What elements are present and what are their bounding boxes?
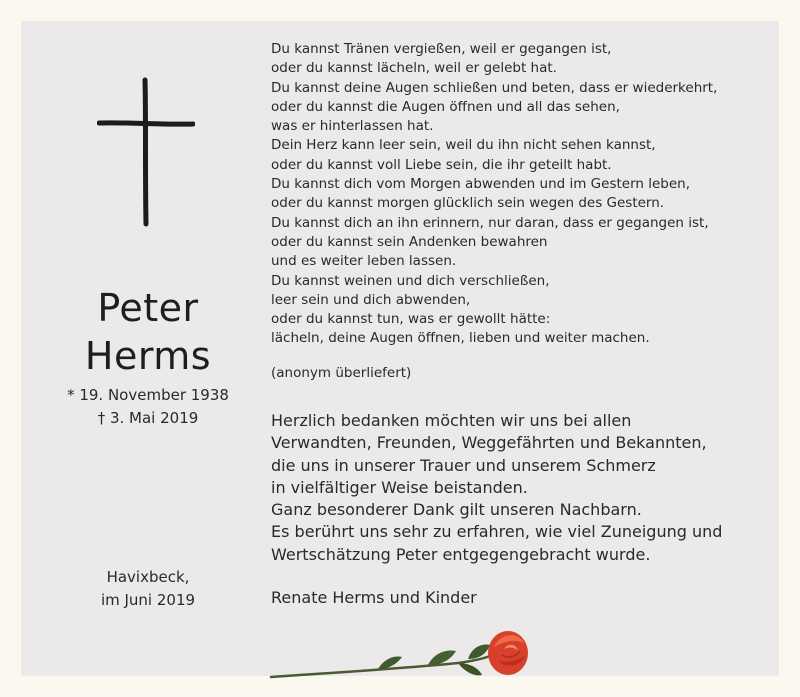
thanks-line: Wertschätzung Peter entgegengebracht wurde.	[271, 544, 651, 564]
poem-line: oder du kannst die Augen öffnen und all das sehen,	[271, 98, 620, 115]
life-dates	[46, 384, 250, 430]
poem-source: (anonym überliefert)	[271, 365, 412, 381]
cross-icon	[97, 77, 195, 227]
date: im Juni 2019	[100, 591, 196, 609]
poem-line: leer sein und dich abwenden,	[271, 291, 471, 308]
death-date: † 3. Mai 2019	[97, 409, 199, 427]
place: Havixbeck,	[106, 568, 190, 586]
poem	[271, 40, 771, 349]
signature: Renate Herms und Kinder	[271, 588, 477, 607]
place-and-date	[46, 566, 250, 612]
last-name: Herms	[84, 334, 212, 378]
poem-line: Du kannst dich an ihn erinnern, nur daran, dass er gegangen ist,	[271, 214, 709, 231]
thanks-text	[271, 410, 771, 566]
poem-line: Du kannst dich vom Morgen abwenden und im Gestern leben,	[271, 176, 691, 193]
poem-line: oder du kannst voll Liebe sein, die ihr geteilt habt.	[271, 156, 612, 173]
poem-line: lächeln, deine Augen öffnen, lieben und weiter machen.	[271, 330, 650, 347]
poem-line: oder du kannst tun, was er gewollt hätte:	[271, 311, 551, 328]
deceased-name	[46, 284, 250, 380]
poem-line: Du kannst weinen und dich verschließen,	[271, 272, 550, 289]
poem-line: Dein Herz kann leer sein, weil du ihn nicht sehen kannst,	[271, 137, 656, 154]
rose-icon	[268, 625, 538, 697]
thanks-line: Verwandten, Freunden, Weggefährten und Bekannten,	[271, 433, 707, 453]
thanks-line: Es berührt uns sehr zu erfahren, wie viel Zuneigung und	[271, 522, 723, 542]
poem-line: oder du kannst sein Andenken bewahren	[271, 233, 548, 250]
poem-line: oder du kannst lächeln, weil er gelebt hat.	[271, 60, 557, 77]
birth-date: * 19. November 1938	[67, 386, 229, 404]
poem-line: und es weiter leben lassen.	[271, 253, 457, 270]
first-name: Peter	[97, 286, 199, 330]
poem-line: oder du kannst morgen glücklich sein wegen des Gestern.	[271, 195, 665, 212]
thanks-line: Ganz besonderer Dank gilt unseren Nachbarn.	[271, 500, 642, 520]
poem-line: Du kannst deine Augen schließen und beten, dass er wiederkehrt,	[271, 79, 718, 96]
thanks-line: Herzlich bedanken möchten wir uns bei allen	[271, 411, 632, 430]
thanks-line: die uns in unserer Trauer und unserem Schmerz	[271, 455, 656, 475]
poem-line: was er hinterlassen hat.	[271, 118, 434, 135]
thanks-line: in vielfältiger Weise beistanden.	[271, 477, 528, 497]
poem-line: Du kannst Tränen vergießen, weil er gegangen ist,	[271, 41, 612, 57]
